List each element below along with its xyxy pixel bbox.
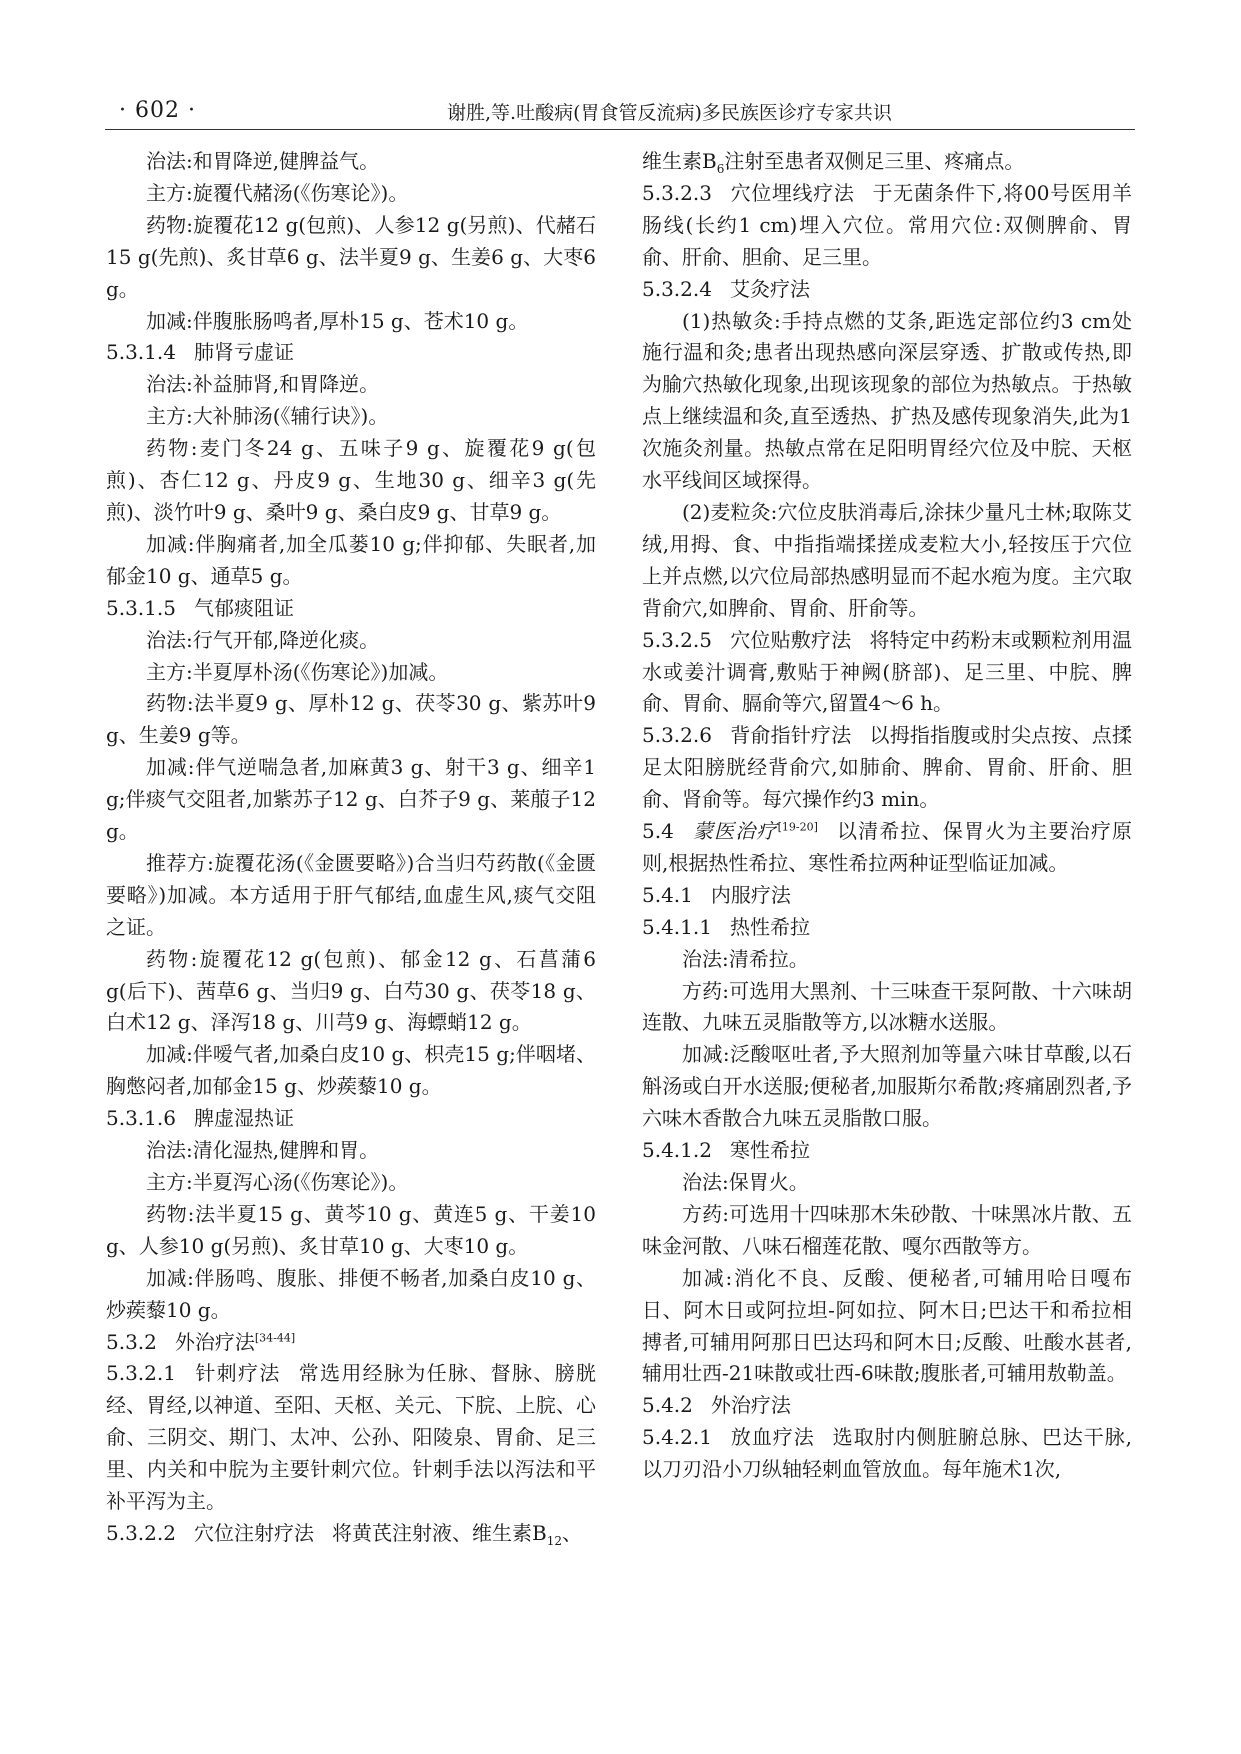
paragraph: 药物:法半夏15 g、黄芩10 g、黄连5 g、干姜10 g、人参10 g(另煎)、炙甘草10 g、大枣10 g。 <box>106 1201 596 1258</box>
paragraph: 药物:旋覆花12 g(包煎)、人参12 g(另煎)、代赭石15 g(先煎)、炙甘草6 g、法半夏9 g、生姜6 g、大枣6 g。 <box>106 212 596 301</box>
paragraph: 加减:消化不良、反酸、便秘者,可辅用哈日嘎布日、阿木日或阿拉坦-阿如拉、阿木日;巴达干和希拉相搏者,可辅用阿那日巴达玛和阿木日;反酸、吐酸水甚者,辅用壮西-21味散或壮西-6味散;腹胀者,可辅用敖勒盖。 <box>642 1265 1132 1386</box>
left-column <box>106 146 596 1550</box>
paragraph: 方药:可选用十四味那木朱砂散、十味黑冰片散、五味金河散、八味石榴莲花散、嘎尔西散等方。 <box>642 1201 1132 1258</box>
section-5-3-2-5: 5.3.2.5 穴位贴敷疗法 将特定中药粉末或颗粒剂用温水或姜汁调膏,敷贴于神阙(脐部)、足三里、中脘、脾俞、胃俞、膈俞等穴,留置4～6 h。 <box>642 627 1133 716</box>
paragraph: 主方:旋覆代赭汤(《伤寒论》)。 <box>146 180 409 205</box>
section-heading-5-3-2-4: 5.3.2.4 艾灸疗法 <box>642 276 810 301</box>
running-title: 谢胜,等.吐酸病(胃食管反流病)多民族医诊疗专家共识 <box>447 102 892 124</box>
citation-ref: [34-44] <box>254 1330 296 1344</box>
page-number: · 602 · <box>119 98 196 123</box>
section-heading-5-3-2: 5.3.2 外治疗法[34-44] <box>106 1329 296 1354</box>
section-heading-5-3-1-6: 5.3.1.6 脾虚湿热证 <box>106 1106 294 1131</box>
paragraph: 加减:伴嗳气者,加桑白皮10 g、枳壳15 g;伴咽堵、胸憋闷者,加郁金15 g、炒蒺藜10 g。 <box>106 1042 596 1099</box>
running-header <box>105 84 1135 130</box>
paragraph: 加减:伴肠鸣、腹胀、排便不畅者,加桑白皮10 g、炒蒺藜10 g。 <box>106 1265 596 1322</box>
section-5-3-2-3: 5.3.2.3 穴位埋线疗法 于无菌条件下,将00号医用羊肠线(长约1 cm)埋入穴位。常用穴位:双侧脾俞、胃俞、肝俞、胆俞、足三里。 <box>642 180 1132 269</box>
paragraph: 治法:清化湿热,健脾和胃。 <box>146 1138 380 1163</box>
paragraph: 治法:和胃降逆,健脾益气。 <box>146 149 380 173</box>
paragraph: 加减:泛酸呕吐者,予大照剂加等量六味甘草酸,以石斛汤或白开水送服;便秘者,加服斯尔希散;疼痛剧烈者,予六味木香散合九味五灵脂散口服。 <box>642 1042 1132 1131</box>
paragraph: 加减:伴胸痛者,加全瓜蒌10 g;伴抑郁、失眠者,加郁金10 g、通草5 g。 <box>106 531 596 588</box>
paragraph: 推荐方:旋覆花汤(《金匮要略》)合当归芍药散(《金匮要略》)加减。本方适用于肝气郁结,血虚生风,痰气交阻之证。 <box>106 850 596 939</box>
paragraph: 主方:半夏泻心汤(《伤寒论》)。 <box>146 1170 409 1194</box>
paragraph: 治法:清希拉。 <box>682 946 809 971</box>
section-5-4: 5.4 蒙医治疗[19-20] 以清希拉、保胃火为主要治疗原则,根据热性希拉、寒性希拉两种证型临证加减。 <box>642 819 1133 875</box>
section-5-4-2-1: 5.4.2.1 放血疗法 选取肘内侧脏腑总脉、巴达干脉,以刀刃沿小刀纵轴轻刺血管放血。每年施术1次, <box>642 1425 1133 1482</box>
right-column <box>642 146 1132 1486</box>
paragraph: (2)麦粒灸:穴位皮肤消毒后,涂抹少量凡士林;取陈艾绒,用拇、食、中指指端揉搓成麦粒大小,轻按压于穴位上并点燃,以穴位局部热感明显而不起水疱为度。主穴取背俞穴,如脾俞、胃俞、肝俞等。 <box>642 499 1132 620</box>
header-rule <box>105 129 1135 130</box>
paragraph: (1)热敏灸:手持点燃的艾条,距选定部位约3 cm处施行温和灸;患者出现热感向深层穿透、扩散或传热,即为腧穴热敏化现象,出现该现象的部位为热敏点。于热敏点上继续温和灸,直至透热、扩热及感传现象消失,此为1次施灸剂量。热敏点常在足阳明胃经穴位及中脘、天枢水平线间区域探得。 <box>642 308 1132 493</box>
section-heading-5-3-1-5: 5.3.1.5 气郁痰阻证 <box>106 595 294 620</box>
citation-ref: [19-20] <box>777 820 818 834</box>
paragraph: 加减:伴腹胀肠鸣者,厚朴15 g、苍术10 g。 <box>146 308 529 333</box>
paragraph: 治法:保胃火。 <box>682 1170 809 1194</box>
section-heading-5-4-1-1: 5.4.1.1 热性希拉 <box>642 914 810 939</box>
section-5-3-2-2: 5.3.2.2 穴位注射疗法 将黄芪注射液、维生素$B_{12}$、 <box>106 1520 582 1548</box>
paragraph: 方药:可选用大黑剂、十三味查干泵阿散、十六味胡连散、九味五灵脂散等方,以冰糖水送服。 <box>642 978 1132 1035</box>
section-5-3-2-1: 5.3.2.1 针刺疗法 常选用经脉为任脉、督脉、膀胱经、胃经,以神道、至阳、天枢、关元、下脘、上脘、心俞、三阴交、期门、太冲、公孙、阳陵泉、胃俞、足三里、内关和中脘为主要针刺穴位。针刺手法以泻法和平补平泻为主。 <box>106 1361 597 1514</box>
paragraph: 治法:行气开郁,降逆化痰。 <box>146 627 380 652</box>
paragraph: 治法:补益肺肾,和胃降逆。 <box>146 372 380 397</box>
paragraph: 主方:半夏厚朴汤(《伤寒论》)加减。 <box>146 659 449 684</box>
paragraph: 药物:麦门冬24 g、五味子9 g、旋覆花9 g(包煎)、杏仁12 g、丹皮9 g、生地30 g、细辛3 g(先煎)、淡竹叶9 g、桑叶9 g、桑白皮9 g、甘草9 g。 <box>106 436 596 524</box>
section-5-3-2-6: 5.3.2.6 背俞指针疗法 以拇指指腹或肘尖点按、点揉足太阳膀胱经背俞穴,如肺俞、脾俞、胃俞、肝俞、胆俞、肾俞等。每穴操作约3 min。 <box>642 723 1133 812</box>
paragraph: 药物:旋覆花12 g(包煎)、郁金12 g、石菖蒲6 g(后下)、茜草6 g、当归9 g、白芍30 g、茯苓18 g、白术12 g、泽泻18 g、川芎9 g、海螵蛸12 g。 <box>106 946 596 1035</box>
section-heading-5-4-1-2: 5.4.1.2 寒性希拉 <box>642 1138 810 1163</box>
paragraph: 加减:伴气逆喘急者,加麻黄3 g、射干3 g、细辛1 g;伴痰气交阻者,加紫苏子12 g、白芥子9 g、莱菔子12 g。 <box>106 755 596 844</box>
section-heading-5-4-2: 5.4.2 外治疗法 <box>642 1393 791 1418</box>
section-heading-5-3-1-4: 5.3.1.4 肺肾亏虚证 <box>106 340 294 365</box>
paragraph: 药物:法半夏9 g、厚朴12 g、茯苓30 g、紫苏叶9 g、生姜9 g等。 <box>106 691 596 748</box>
section-heading-5-4-1: 5.4.1 内服疗法 <box>642 882 791 907</box>
paragraph: 主方:大补肺汤(《辅行诀》)。 <box>146 404 389 429</box>
paragraph: 维生素$B_6$注射至患者双侧足三里、疼痛点。 <box>642 149 1025 176</box>
